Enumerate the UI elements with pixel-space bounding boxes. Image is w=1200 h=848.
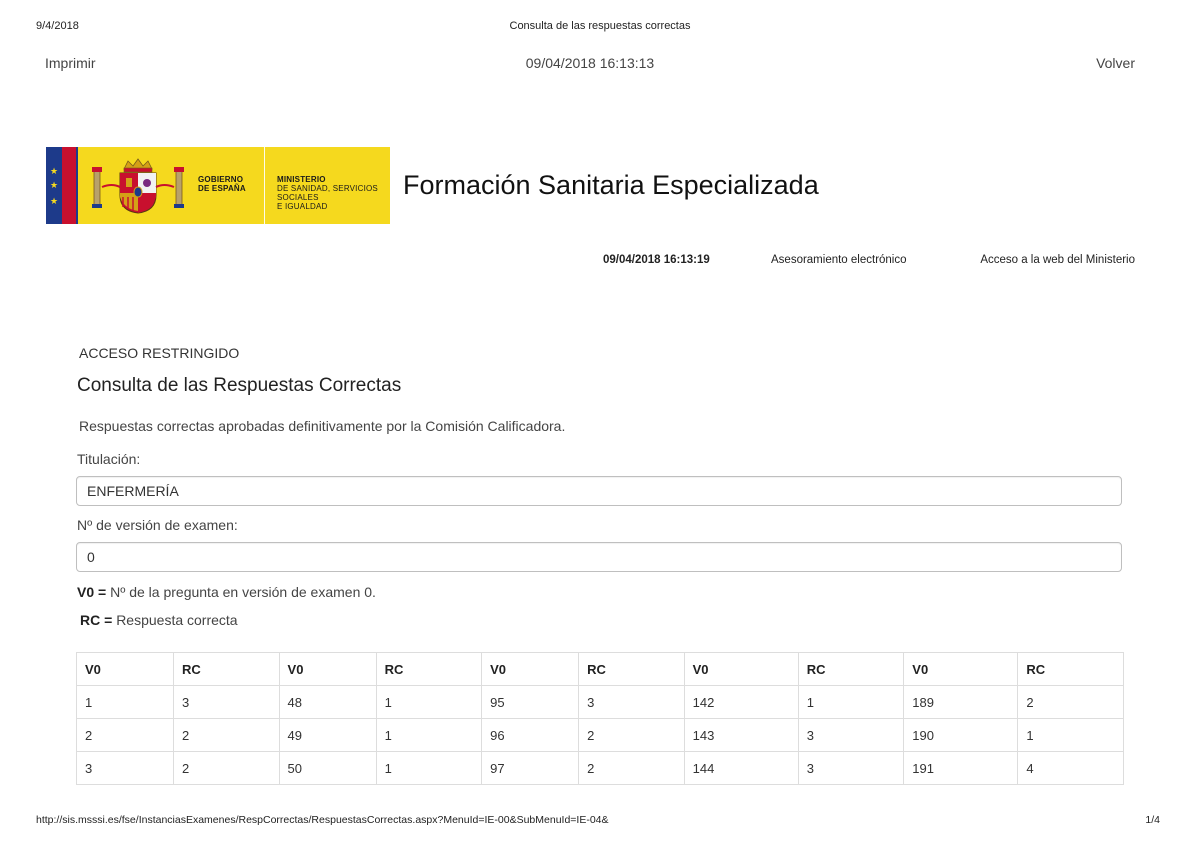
logo-divider — [264, 147, 265, 224]
column-header: V0 — [482, 653, 579, 686]
table-cell: 50 — [279, 752, 376, 785]
table-cell: 49 — [279, 719, 376, 752]
electronic-advice-link[interactable]: Asesoramiento electrónico — [771, 254, 907, 266]
degree-label: Titulación: — [77, 451, 141, 467]
page-number: 1/4 — [1145, 814, 1160, 826]
table-cell: 189 — [904, 686, 1018, 719]
print-header — [36, 20, 1164, 34]
table-cell: 2 — [1018, 686, 1124, 719]
table-cell: 3 — [579, 686, 685, 719]
print-page-title: Consulta de las respuestas correctas — [509, 20, 691, 32]
table-header-row — [77, 653, 1124, 686]
star-icon: ★ — [50, 180, 59, 190]
table-cell: 3 — [174, 686, 280, 719]
column-header: V0 — [279, 653, 376, 686]
legend-v0-text: Nº de la pregunta en versión de examen 0. — [110, 584, 376, 600]
gobierno-text: GOBIERNO DE ESPAÑA — [198, 175, 246, 193]
answers-table — [76, 652, 1124, 785]
table-cell: 2 — [77, 719, 174, 752]
table-row — [77, 719, 1124, 752]
legend-v0-key: V0 = — [77, 584, 107, 600]
exam-version-field[interactable]: 0 — [76, 542, 1122, 572]
table-cell: 2 — [579, 719, 685, 752]
table-cell: 142 — [684, 686, 798, 719]
column-header: V0 — [77, 653, 174, 686]
table-cell: 4 — [1018, 752, 1124, 785]
column-header: RC — [1018, 653, 1124, 686]
page-url: http://sis.msssi.es/fse/InstanciasExamenes/RespCorrectas/RespuestasCorrectas.aspx?MenuId=IE-00&SubMenuId=IE-04& — [36, 814, 609, 826]
table-cell: 1 — [1018, 719, 1124, 752]
table-cell: 1 — [376, 719, 482, 752]
intro-text: Respuestas correctas aprobadas definitivamente por la Comisión Calificadora. — [79, 418, 566, 434]
table-cell: 1 — [798, 686, 904, 719]
table-cell: 97 — [482, 752, 579, 785]
page-title: Consulta de las Respuestas Correctas — [77, 375, 402, 396]
print-footer — [36, 814, 1160, 828]
table-cell: 1 — [77, 686, 174, 719]
table-cell: 143 — [684, 719, 798, 752]
star-icon: ★ — [50, 166, 59, 176]
table-cell: 144 — [684, 752, 798, 785]
restricted-access-label: ACCESO RESTRINGIDO — [79, 345, 240, 361]
column-header: RC — [376, 653, 482, 686]
info-bar — [0, 254, 1135, 270]
degree-field[interactable]: ENFERMERÍA — [76, 476, 1122, 506]
table-row — [77, 686, 1124, 719]
column-header: V0 — [684, 653, 798, 686]
exam-version-label: Nº de versión de examen: — [77, 517, 238, 533]
print-link[interactable]: Imprimir — [45, 55, 96, 71]
column-header: RC — [174, 653, 280, 686]
table-cell: 3 — [798, 752, 904, 785]
table-row — [77, 752, 1124, 785]
government-logo — [46, 147, 390, 224]
legend-rc — [80, 612, 238, 628]
legend-rc-text: Respuesta correcta — [116, 612, 238, 628]
table-cell: 95 — [482, 686, 579, 719]
table-cell: 191 — [904, 752, 1018, 785]
back-link[interactable]: Volver — [1096, 55, 1135, 71]
table-cell: 96 — [482, 719, 579, 752]
top-bar — [45, 55, 1135, 73]
ministerio-text: MINISTERIO DE SANIDAD, SERVICIOS SOCIALES E IGUALDAD — [277, 175, 378, 211]
table-cell: 1 — [376, 686, 482, 719]
legend-rc-key: RC = — [80, 612, 113, 628]
table-cell: 3 — [77, 752, 174, 785]
table-cell: 2 — [174, 719, 280, 752]
column-header: RC — [579, 653, 685, 686]
table-cell: 3 — [798, 719, 904, 752]
site-title: Formación Sanitaria Especializada — [403, 170, 819, 200]
coat-of-arms-icon — [90, 157, 186, 215]
print-date: 9/4/2018 — [36, 20, 79, 32]
star-icon: ★ — [50, 196, 59, 206]
legend-v0 — [77, 584, 376, 600]
ministry-web-link[interactable]: Acceso a la web del Ministerio — [980, 254, 1135, 266]
column-header: RC — [798, 653, 904, 686]
current-timestamp: 09/04/2018 16:13:13 — [525, 55, 655, 71]
server-datetime: 09/04/2018 16:13:19 — [603, 254, 710, 266]
table-cell: 48 — [279, 686, 376, 719]
column-header: V0 — [904, 653, 1018, 686]
table-cell: 190 — [904, 719, 1018, 752]
table-cell: 2 — [174, 752, 280, 785]
logo-red-stripe — [62, 147, 76, 224]
logo-blue-line — [76, 147, 78, 224]
table-cell: 1 — [376, 752, 482, 785]
table-cell: 2 — [579, 752, 685, 785]
